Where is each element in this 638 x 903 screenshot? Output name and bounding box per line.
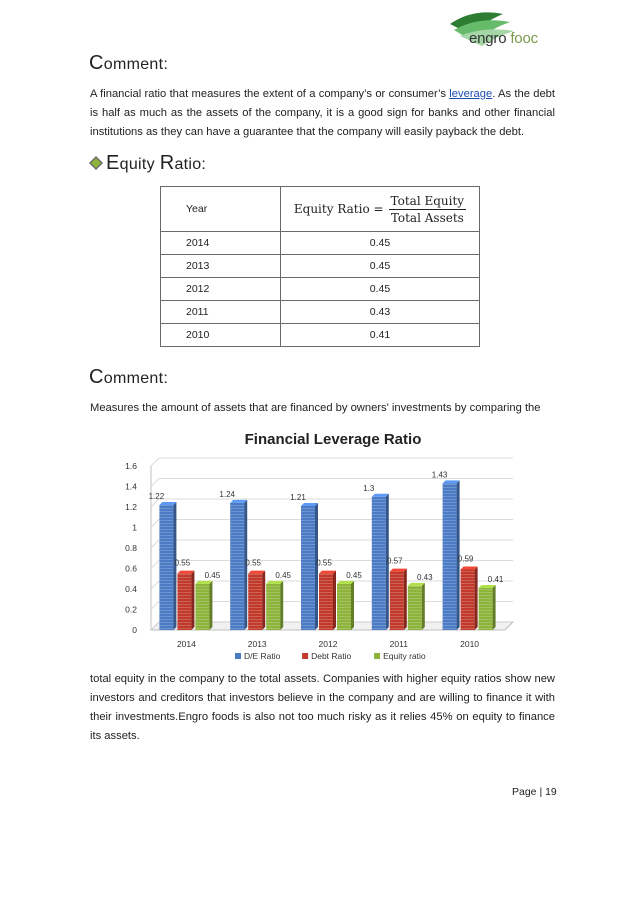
bar-side (351, 581, 354, 630)
x-tick-label: 2010 (460, 639, 480, 649)
data-label: 0.57 (387, 556, 403, 566)
comment-paragraph-1: A financial ratio that measures the extent of a company’s or consumer’s leverage. As the debt is half as much as the assets of the company, it is a good sign for banks and other financial institutions as they can have a guarantee that the company will easily payback the debt. (90, 88, 556, 138)
logo-wordmark: engro fooc (469, 30, 538, 47)
bar-texture (479, 588, 493, 630)
ratio-cell: 0.45 (281, 278, 480, 301)
bar-side (280, 581, 283, 630)
bar-top (372, 494, 389, 497)
bar-texture (159, 505, 173, 630)
table-row (161, 278, 480, 301)
ratio-cell: 0.43 (281, 301, 480, 324)
data-label: 1.43 (431, 470, 448, 480)
legend-label: Equity ratio (383, 651, 426, 661)
y-tick-label: 0.8 (125, 543, 137, 553)
equity-ratio-heading: Equity Ratio: (106, 152, 207, 174)
chart-svg (103, 420, 521, 670)
data-label: 0.45 (275, 570, 291, 580)
x-tick-label: 2012 (318, 639, 338, 649)
year-cell: 2013 (161, 255, 281, 278)
ratio-cell: 0.45 (281, 232, 480, 255)
bar-texture (337, 584, 351, 630)
bar-top (195, 581, 212, 584)
data-label: 1.21 (290, 492, 306, 502)
bar-side (475, 567, 478, 630)
y-tick-label: 1.2 (125, 502, 137, 512)
y-tick-label: 0.6 (125, 563, 137, 574)
equity-ratio-table (160, 186, 480, 347)
bar-top (159, 502, 176, 505)
bar-top (230, 500, 247, 503)
data-label: 0.43 (417, 572, 433, 582)
legend-swatch (302, 653, 308, 659)
bar-texture (266, 584, 280, 630)
ratio-cell: 0.45 (281, 255, 480, 278)
data-label: 0.55 (245, 558, 261, 568)
bar-texture (230, 503, 244, 630)
table-row (161, 301, 480, 324)
formula-denominator: Total Assets (390, 210, 464, 225)
year-cell: 2010 (161, 324, 281, 347)
legend-label: D/E Ratio (244, 651, 281, 661)
x-tick-label: 2013 (247, 639, 267, 649)
y-tick-label: 1.6 (125, 461, 137, 471)
page-number: Page | 19 (512, 786, 557, 798)
data-label: 0.55 (316, 558, 332, 568)
table-row (161, 255, 480, 278)
formula-label: Equity Ratio = (293, 202, 384, 216)
diamond-bullet-icon (88, 155, 104, 171)
x-tick-label: 2014 (176, 639, 196, 649)
bar-top (337, 581, 354, 584)
legend-label: Debt Ratio (311, 651, 352, 661)
bar-texture (408, 586, 422, 630)
data-label: 1.24 (219, 489, 235, 499)
year-cell: 2012 (161, 278, 281, 301)
bar-texture (461, 570, 475, 630)
bar-top (177, 571, 194, 574)
ratio-cell: 0.41 (281, 324, 480, 347)
data-label: 0.45 (346, 570, 362, 580)
year-cell: 2011 (161, 301, 281, 324)
bar-texture (372, 497, 386, 630)
bar-side (333, 571, 336, 630)
comment-heading-2: Comment: (89, 366, 169, 388)
year-cell: 2014 (161, 232, 281, 255)
bar-side (422, 583, 425, 630)
bar-top (319, 571, 336, 574)
data-label: 0.41 (487, 574, 504, 584)
data-label: 1.22 (148, 491, 165, 501)
legend-swatch (235, 653, 241, 659)
legend-swatch (374, 653, 380, 659)
formula-numerator: Total Equity (390, 193, 465, 208)
bar-side (493, 585, 496, 630)
bar-side (209, 581, 212, 630)
formula-header (281, 187, 480, 232)
comment-heading-1: Comment: (89, 52, 169, 74)
bar-texture (319, 574, 333, 630)
y-tick-label: 0 (132, 625, 137, 635)
bar-side (191, 571, 194, 630)
bar-texture (248, 574, 262, 630)
y-tick-label: 1.4 (125, 481, 137, 492)
bar-texture (443, 483, 457, 630)
data-label: 1.3 (363, 483, 375, 493)
bar-texture (177, 574, 191, 630)
y-tick-label: 0.4 (125, 584, 137, 594)
year-header: Year (161, 187, 281, 232)
data-label: 0.59 (457, 554, 474, 564)
data-label: 0.55 (174, 558, 191, 568)
data-label: 0.45 (204, 570, 221, 580)
bar-side (262, 571, 265, 630)
bar-side (404, 569, 407, 630)
chart-title: Financial Leverage Ratio (244, 431, 422, 448)
x-tick-label: 2011 (389, 639, 408, 649)
y-tick-label: 1 (132, 522, 137, 533)
financial-leverage-chart (103, 420, 521, 670)
table-row (161, 324, 480, 347)
bar-texture (195, 584, 209, 630)
paragraph-3: total equity in the company to the total assets. Companies with higher equity ratios show new investors and creditors that investors believe in the company and are willing to finance it with their investments.Engro foods is also not too much risky as it relies 45% on equity to finance its assets. (90, 673, 555, 742)
table-header-row (161, 187, 480, 232)
y-tick-label: 0.2 (125, 604, 137, 615)
bar-texture (390, 572, 404, 630)
comment-paragraph-2: Measures the amount of assets that are financed by owners' investments by comparing the (90, 402, 541, 414)
table-row (161, 232, 480, 255)
leverage-link[interactable]: leverage (449, 88, 493, 100)
bar-texture (301, 506, 315, 630)
